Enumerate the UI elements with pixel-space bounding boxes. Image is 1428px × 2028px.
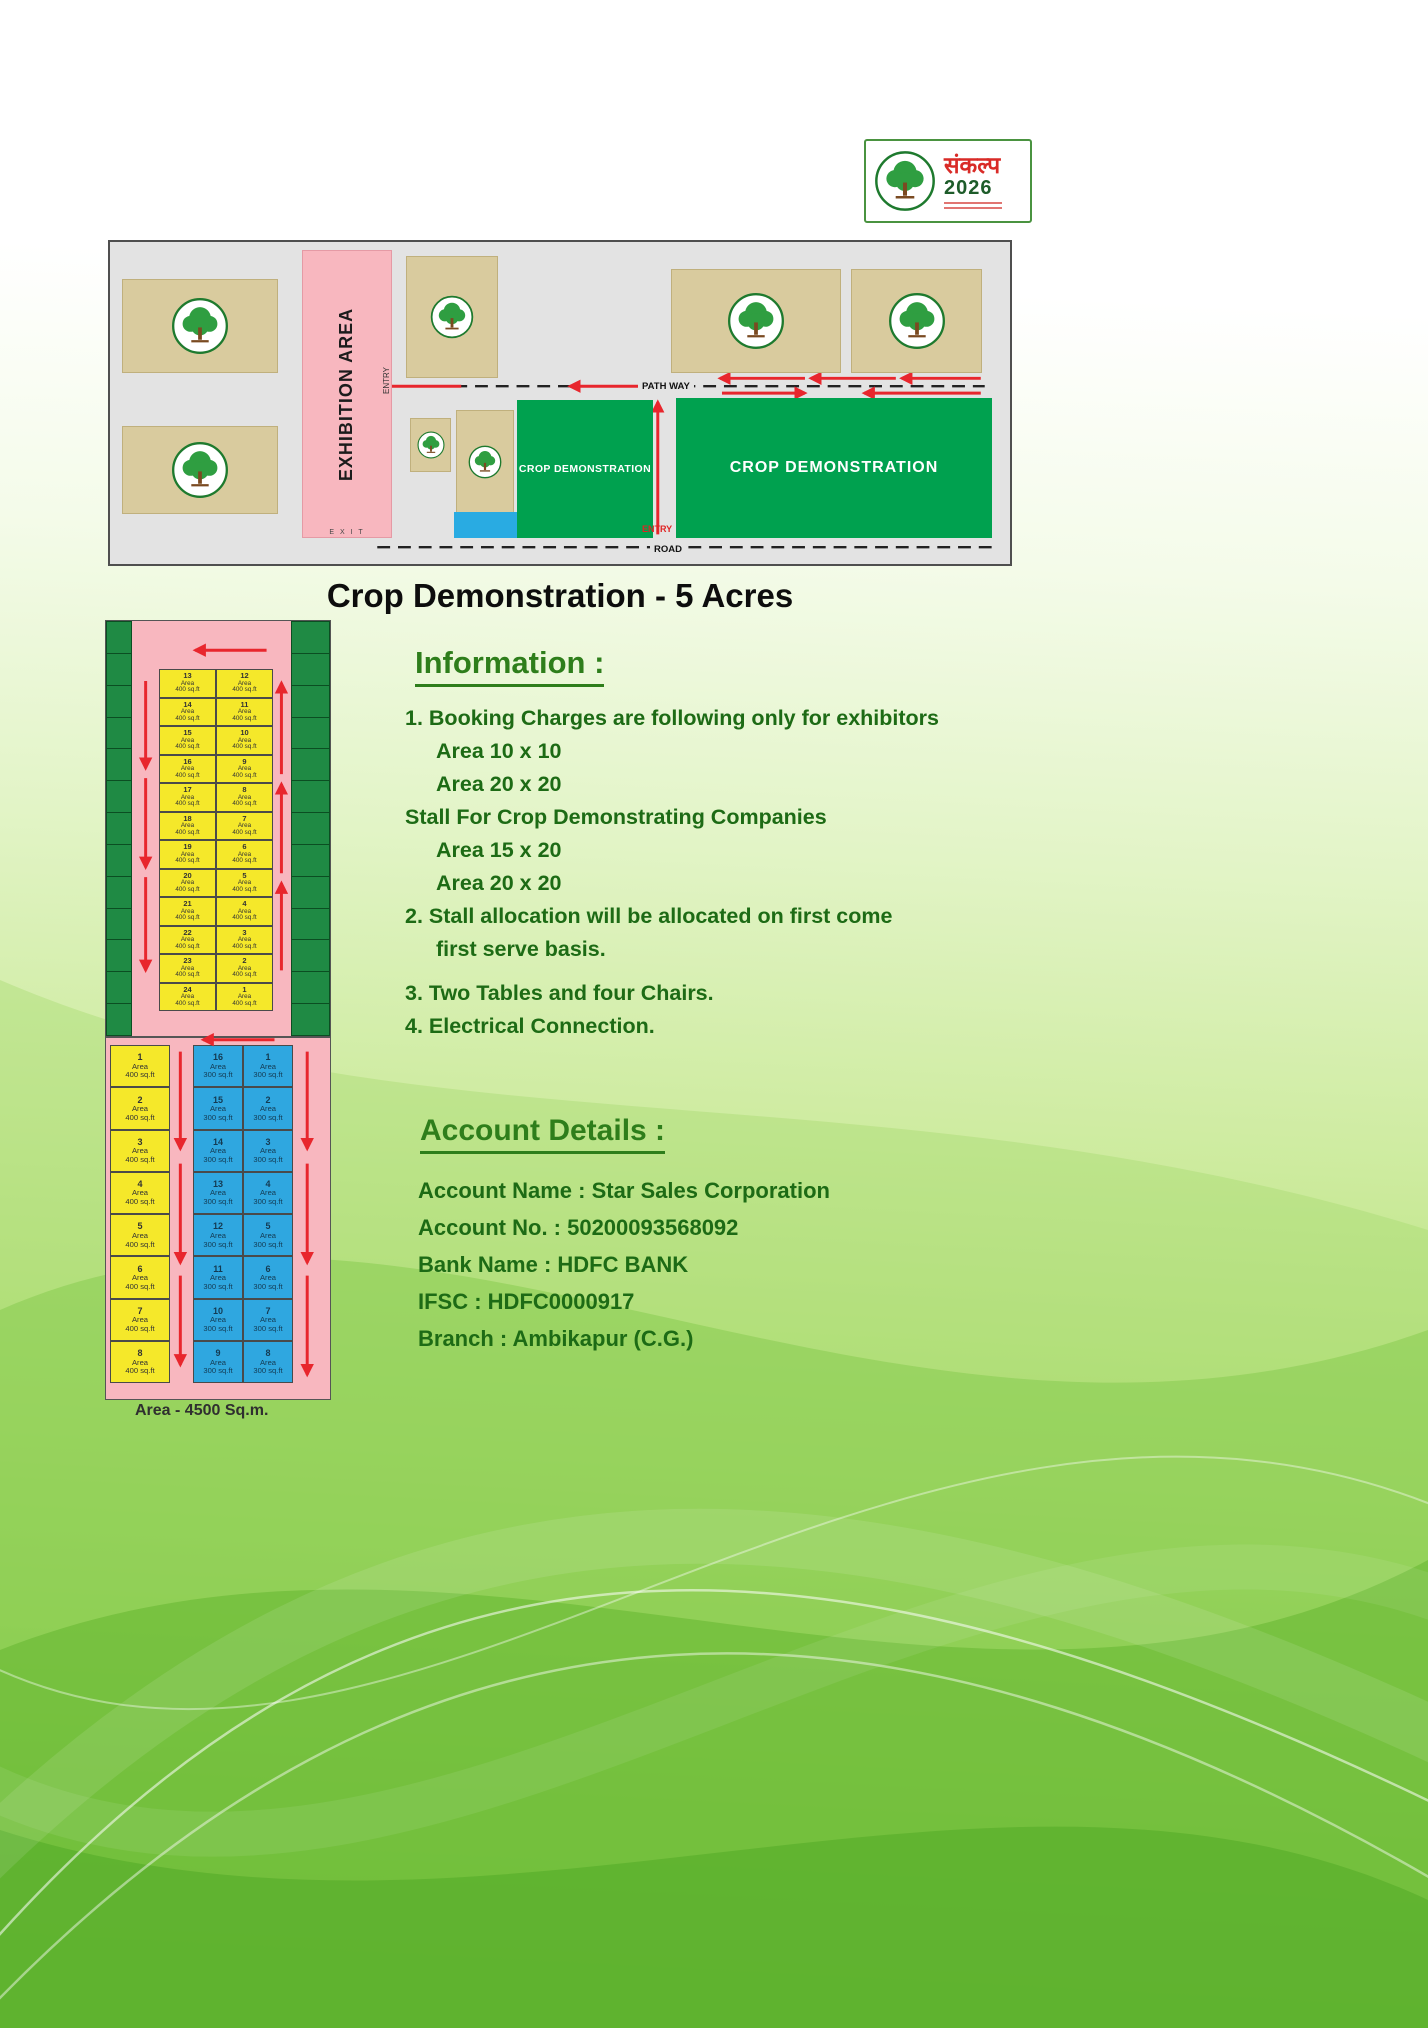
small-stall-cell bbox=[107, 686, 131, 718]
account-detail-line: Account Name : Star Sales Corporation bbox=[418, 1178, 830, 1203]
account-details-heading: Account Details : bbox=[420, 1114, 665, 1154]
stall-cell: 8 Area 400 sq.ft bbox=[110, 1341, 170, 1383]
stall-cell: 6 Area 400 sq.ft bbox=[216, 840, 273, 869]
account-detail-line: IFSC : HDFC0000917 bbox=[418, 1289, 635, 1314]
stall-cell: 8 Area 300 sq.ft bbox=[243, 1341, 293, 1383]
small-stall-cell bbox=[292, 845, 329, 877]
logo-badge bbox=[864, 139, 1032, 223]
exhibitor-block bbox=[406, 256, 498, 378]
information-heading: Information : bbox=[415, 645, 604, 687]
site-plan bbox=[108, 240, 1012, 566]
stall-cell: 13 Area 400 sq.ft bbox=[159, 669, 216, 698]
stall-cell: 11 Area 300 sq.ft bbox=[193, 1256, 243, 1298]
stall-cell: 23 Area 400 sq.ft bbox=[159, 954, 216, 983]
small-stall-cell bbox=[107, 813, 131, 845]
stall-cell: 3 Area 400 sq.ft bbox=[216, 926, 273, 955]
small-stall-cell bbox=[292, 1004, 329, 1036]
entry-label: ENTRY bbox=[642, 524, 673, 534]
exhibition-entry-label: ENTRY bbox=[382, 367, 391, 394]
page-title: Crop Demonstration - 5 Acres bbox=[326, 577, 794, 614]
account-detail-line: Branch : Ambikapur (C.G.) bbox=[418, 1326, 694, 1351]
small-stall-cell bbox=[107, 1004, 131, 1036]
stall-cell: 4 Area 400 sq.ft bbox=[110, 1172, 170, 1214]
stall-layout-map bbox=[105, 620, 331, 1400]
blue-utility-block bbox=[454, 512, 518, 538]
farm-logo-icon bbox=[468, 445, 502, 479]
exhibition-area-block bbox=[302, 250, 392, 538]
stall-cell: 15 Area 400 sq.ft bbox=[159, 726, 216, 755]
account-details-list bbox=[418, 1172, 830, 1357]
information-line: Area 15 x 20 bbox=[436, 838, 562, 862]
stall-cell: 3 Area 300 sq.ft bbox=[243, 1130, 293, 1172]
exhibitor-block bbox=[410, 418, 451, 472]
exhibition-area-label: EXHIBITION AREA bbox=[336, 307, 357, 481]
stall-cell: 4 Area 300 sq.ft bbox=[243, 1172, 293, 1214]
stall-cell: 19 Area 400 sq.ft bbox=[159, 840, 216, 869]
small-stall-cell bbox=[107, 718, 131, 750]
exhibitor-block bbox=[122, 426, 278, 514]
stall-cell: 13 Area 300 sq.ft bbox=[193, 1172, 243, 1214]
stall-cell: 8 Area 400 sq.ft bbox=[216, 783, 273, 812]
small-stall-cell bbox=[107, 781, 131, 813]
stall-cell: 9 Area 300 sq.ft bbox=[193, 1341, 243, 1383]
small-stall-cell bbox=[292, 813, 329, 845]
stall-cell: 21 Area 400 sq.ft bbox=[159, 897, 216, 926]
stall-cell: 16 Area 300 sq.ft bbox=[193, 1045, 243, 1087]
small-stall-cell bbox=[292, 877, 329, 909]
farm-logo-icon bbox=[888, 292, 946, 350]
exhibitor-block bbox=[122, 279, 278, 373]
farm-logo-icon bbox=[171, 441, 229, 499]
farm-logo-icon bbox=[417, 431, 445, 459]
exhibition-exit-label: E X I T bbox=[329, 529, 365, 536]
small-stall-cell bbox=[292, 654, 329, 686]
small-stall-cell bbox=[107, 940, 131, 972]
small-stall-cell bbox=[292, 972, 329, 1004]
small-stall-cell bbox=[107, 972, 131, 1004]
stall-cell: 20 Area 400 sq.ft bbox=[159, 869, 216, 898]
stall-cell: 6 Area 400 sq.ft bbox=[110, 1256, 170, 1298]
stall-cell: 12 Area 300 sq.ft bbox=[193, 1214, 243, 1256]
stall-cell: 10 Area 300 sq.ft bbox=[193, 1299, 243, 1341]
pathway-label: PATH WAY bbox=[638, 381, 694, 392]
stall-grid-400 bbox=[159, 669, 273, 1011]
area-caption: Area - 4500 Sq.m. bbox=[135, 1402, 269, 1419]
stall-column-300-left bbox=[193, 1045, 243, 1383]
account-detail-line: Account No. : 50200093568092 bbox=[418, 1215, 739, 1240]
information-line: Stall For Crop Demonstrating Companies bbox=[405, 805, 827, 829]
farm-logo-icon bbox=[171, 297, 229, 355]
logo-brand: संकल्प bbox=[944, 152, 1001, 179]
stall-cell: 14 Area 300 sq.ft bbox=[193, 1130, 243, 1172]
information-line: 2. Stall allocation will be allocated on first come bbox=[405, 904, 893, 928]
information-line: 3. Two Tables and four Chairs. bbox=[405, 981, 714, 1005]
farm-logo-icon bbox=[727, 292, 785, 350]
stall-cell: 10 Area 400 sq.ft bbox=[216, 726, 273, 755]
logo-text bbox=[944, 153, 1002, 208]
small-stall-cell bbox=[107, 877, 131, 909]
stall-cell: 12 Area 400 sq.ft bbox=[216, 669, 273, 698]
stall-cell: 6 Area 300 sq.ft bbox=[243, 1256, 293, 1298]
information-line: Area 20 x 20 bbox=[436, 871, 562, 895]
stall-cell: 22 Area 400 sq.ft bbox=[159, 926, 216, 955]
small-stall-cell bbox=[292, 940, 329, 972]
logo-tagline-line bbox=[944, 207, 1002, 209]
stall-cell: 7 Area 400 sq.ft bbox=[216, 812, 273, 841]
stall-cell: 2 Area 400 sq.ft bbox=[110, 1087, 170, 1129]
crop-demo-large-label: CROP DEMONSTRATION bbox=[729, 459, 939, 476]
small-stall-cell bbox=[292, 749, 329, 781]
crop-demo-small-block bbox=[517, 400, 653, 538]
information-line: first serve basis. bbox=[436, 937, 606, 961]
crop-demo-small-label: CROP DEMONSTRATION bbox=[518, 463, 652, 475]
information-line: Area 10 x 10 bbox=[436, 739, 562, 763]
small-stall-cell bbox=[292, 622, 329, 654]
stall-cell: 3 Area 400 sq.ft bbox=[110, 1130, 170, 1172]
stall-cell: 4 Area 400 sq.ft bbox=[216, 897, 273, 926]
farm-logo-icon bbox=[874, 150, 936, 212]
information-line: 4. Electrical Connection. bbox=[405, 1014, 655, 1038]
stall-cell: 15 Area 300 sq.ft bbox=[193, 1087, 243, 1129]
stall-cell: 11 Area 400 sq.ft bbox=[216, 698, 273, 727]
exhibitor-block bbox=[851, 269, 982, 373]
section-divider bbox=[106, 1036, 330, 1038]
stall-cell: 1 Area 400 sq.ft bbox=[110, 1045, 170, 1087]
small-stalls-strip-left bbox=[106, 621, 132, 1037]
stall-column-300-right bbox=[243, 1045, 293, 1383]
small-stall-cell bbox=[107, 654, 131, 686]
farm-logo-icon bbox=[430, 295, 474, 339]
exhibitor-block bbox=[456, 410, 514, 514]
stall-cell: 5 Area 300 sq.ft bbox=[243, 1214, 293, 1256]
stall-cell: 17 Area 400 sq.ft bbox=[159, 783, 216, 812]
small-stall-cell bbox=[107, 622, 131, 654]
small-stall-cell bbox=[292, 718, 329, 750]
stall-cell: 5 Area 400 sq.ft bbox=[110, 1214, 170, 1256]
stall-cell: 7 Area 300 sq.ft bbox=[243, 1299, 293, 1341]
small-stall-cell bbox=[107, 909, 131, 941]
small-stalls-strip-right bbox=[291, 621, 330, 1037]
information-line: Area 20 x 20 bbox=[436, 772, 562, 796]
logo-year: 2026 bbox=[944, 176, 993, 199]
small-stall-cell bbox=[292, 781, 329, 813]
road-label: ROAD bbox=[650, 544, 686, 555]
small-stall-cell bbox=[107, 845, 131, 877]
stall-cell: 24 Area 400 sq.ft bbox=[159, 983, 216, 1012]
information-list bbox=[405, 702, 1045, 1043]
stall-cell: 5 Area 400 sq.ft bbox=[216, 869, 273, 898]
stall-cell: 14 Area 400 sq.ft bbox=[159, 698, 216, 727]
small-stall-cell bbox=[292, 686, 329, 718]
account-detail-line: Bank Name : HDFC BANK bbox=[418, 1252, 689, 1277]
stall-cell: 1 Area 300 sq.ft bbox=[243, 1045, 293, 1087]
stall-cell: 18 Area 400 sq.ft bbox=[159, 812, 216, 841]
small-stall-cell bbox=[292, 909, 329, 941]
stall-cell: 7 Area 400 sq.ft bbox=[110, 1299, 170, 1341]
stall-cell: 1 Area 400 sq.ft bbox=[216, 983, 273, 1012]
stall-cell: 2 Area 400 sq.ft bbox=[216, 954, 273, 983]
crop-demo-large-block bbox=[676, 398, 992, 538]
stall-column-400 bbox=[110, 1045, 170, 1383]
stall-cell: 9 Area 400 sq.ft bbox=[216, 755, 273, 784]
small-stall-cell bbox=[107, 749, 131, 781]
logo-tagline-line bbox=[944, 202, 1002, 204]
information-line: 1. Booking Charges are following only for exhibitors bbox=[405, 706, 939, 730]
stall-cell: 16 Area 400 sq.ft bbox=[159, 755, 216, 784]
stall-cell: 2 Area 300 sq.ft bbox=[243, 1087, 293, 1129]
exhibitor-block bbox=[671, 269, 841, 373]
